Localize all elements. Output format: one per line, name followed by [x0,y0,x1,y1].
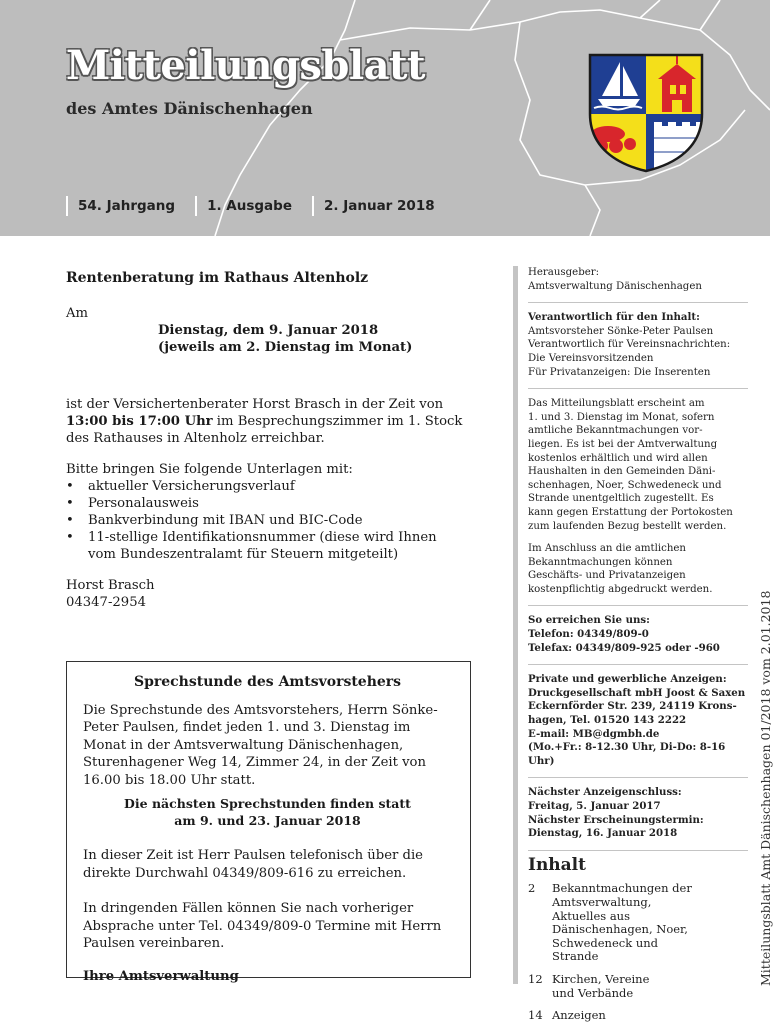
toc-page-number: 12 [528,971,543,986]
masthead [0,0,770,236]
info-line: Haushalten in den Gemeinden Däni- [528,466,716,478]
deadline-line: Nächster Anzeigenschluss: [528,786,682,799]
divider [528,777,748,778]
article-body-time: 13:00 bis 17:00 Uhr [66,414,213,429]
deadline-line: Freitag, 5. Januar 2017 [528,800,661,812]
responsibility-line: Für Privatanzeigen: Die Inserenten [528,366,711,378]
ads-line: kostenpflichtig abgedruckt werden. [528,583,713,595]
commercial-line: Druckgesellschaft mbH Joost & Saxen [528,686,746,699]
divider [528,605,748,606]
info-line: Strande unentgeltlich zugestellt. Es [528,493,714,505]
box-title: Sprechstunde des Amtsvorstehers [133,674,402,690]
ads-line: Bekanntmachungen können [528,556,673,568]
vertical-footer-text: Mitteilungsblatt Amt Dänischenhagen 01/2018 vom 2.01.2018 [758,590,773,986]
info-line: kostenlos erhältlich und wird allen [528,452,708,464]
deadline-line: Dienstag, 16. Januar 2018 [528,827,678,840]
info-line: zum laufenden Bezug bestellt werden. [528,520,727,532]
article-body-post: im Besprechungszimmer im 1. Stock des Rathauses in Altenholz erreichbar. [66,414,463,446]
ads-line: Geschäfts- und Privatanzeigen [528,570,686,582]
info-line: Das Mitteilungsblatt erscheint am [528,398,705,410]
toc-entry[interactable] [528,1009,748,1023]
toc-entry[interactable] [528,973,748,1000]
ads-line: Im Anschluss an die amtlichen [528,543,686,555]
responsibility-line: Die Vereinsvorsitzenden [528,352,654,364]
responsibility-block [528,311,748,379]
article-date-line-2: (jeweils am 2. Dienstag im Monat) [158,340,413,355]
issue-date: 2. Januar 2018 [312,196,451,216]
box-paragraph-1: Die Sprechstunde des Amtsvorstehers, Herrn Sönke-Peter Paulsen, findet jeden 1. und 3. Dienstag im Monat in der Amtsverwaltung Dänischenhagen, Sturenhagener Weg 14, Zimmer 24, in der Zeit von 16.00 bis 18.00 Uhr statt. [83,702,438,788]
contact-line: Telefax: 04349/809-925 oder -960 [528,641,720,654]
info-line: liegen. Es ist bei der Amtverwaltung [528,438,718,450]
issue-volume: 54. Jahrgang [66,196,191,216]
divider [528,664,748,665]
publisher-label: Herausgeber: [528,267,600,278]
toc-entry-text: Bekanntmachungen der Amtsverwaltung, Aktuelles aus Dänischenhagen, Noer, Schwedeneck und Strande [552,881,692,964]
info-line: schenhagen, Noer, Schwedeneck und [528,479,722,491]
list-item: • aktueller Versicherungsverlauf [88,478,466,495]
deadline-line: Nächster Erscheinungstermin: [528,813,704,826]
responsibility-line: Amtsvorsteher Sönke-Peter Paulsen [528,325,714,337]
box-next-line-2: am 9. und 23. Januar 2018 [174,813,361,828]
list-item: • 11-stellige Identifikationsnummer (diese wird Ihnen vom Bundeszentralamt für Steuern mitgeteilt) [88,529,466,563]
toc-title: Inhalt [528,854,586,875]
article-title: Rentenberatung im Rathaus Altenholz [66,270,369,286]
divider [528,850,748,851]
list-item: • Personalausweis [88,495,466,512]
masthead-title: Mitteilungsblatt [66,42,425,89]
toc-entry[interactable] [528,882,748,964]
commercial-line: hagen, Tel. 01520 143 2222 [528,714,687,727]
divider [528,302,748,303]
box-next-dates [83,795,452,829]
toc-page-number: 14 [528,1008,543,1023]
article-date-line-1: Dienstag, dem 9. Januar 2018 [158,323,379,338]
contact-block [528,614,748,655]
info-line: amtliche Bekanntmachungen vor- [528,425,703,437]
office-hours-box [66,661,471,984]
main-article [66,270,466,611]
responsibility-label: Verantwortlich für den Inhalt: [528,311,700,324]
ads-info-block [528,542,748,596]
box-paragraph-2: In dieser Zeit ist Herr Paulsen telefonisch über die direkte Durchwahl 04349/809-616 zu erreichen. [83,848,423,881]
masthead-subtitle: des Amtes Dänischenhagen [66,99,313,118]
toc-page-number: 2 [528,881,536,896]
list-item: • Bankverbindung mit IBAN und BIC-Code [88,512,466,529]
contact-line: So erreichen Sie uns: [528,614,650,627]
box-paragraph-3: In dringenden Fällen können Sie nach vorheriger Absprache unter Tel. 04349/809-0 Termine mit Herrn Paulsen vereinbaren. [83,901,442,951]
commercial-ads-block [528,673,748,768]
commercial-line: Eckernförder Str. 239, 24119 Krons- [528,700,737,713]
toc-entry-text: Kirchen, Vereine und Verbände [552,971,650,1000]
deadline-block [528,786,748,840]
imprint-sidebar [513,266,748,1023]
issue-number: 1. Ausgabe [195,196,308,216]
info-line: kann gegen Erstattung der Portokosten [528,506,733,518]
responsibility-line: Verantwortlich für Vereinsnachrichten: [528,339,731,351]
commercial-line: (Mo.+Fr.: 8-12.30 Uhr, Di-Do: 8-16 Uhr) [528,741,726,767]
commercial-line: E-mail: MB@dgmbh.de [528,727,660,740]
info-line: 1. und 3. Dienstag im Monat, sofern [528,411,715,423]
commercial-line: Private und gewerbliche Anzeigen: [528,673,727,686]
contact-phone: 04347-2954 [66,595,146,610]
documents-list [66,478,466,563]
contact-line: Telefon: 04349/809-0 [528,628,649,641]
box-signature: Ihre Amtsverwaltung [83,968,239,984]
publication-info-block [528,397,748,533]
article-intro: Am [66,306,89,321]
issue-bar [66,196,455,216]
article-body-pre: ist der Versichertenberater Horst Brasch in der Zeit von [66,397,444,412]
vertical-footer [736,590,773,986]
list-intro: Bitte bringen Sie folgende Unterlagen mit: [66,462,353,477]
divider [528,388,748,389]
article-body [66,396,466,447]
toc-entry-text: Anzeigen [552,1008,606,1023]
contact-name: Horst Brasch [66,578,155,593]
box-next-line-1: Die nächsten Sprechstunden finden statt [124,796,411,811]
publisher-block [528,266,748,293]
coat-of-arms-icon [586,52,706,174]
publisher-name: Amtsverwaltung Dänischenhagen [528,280,702,292]
